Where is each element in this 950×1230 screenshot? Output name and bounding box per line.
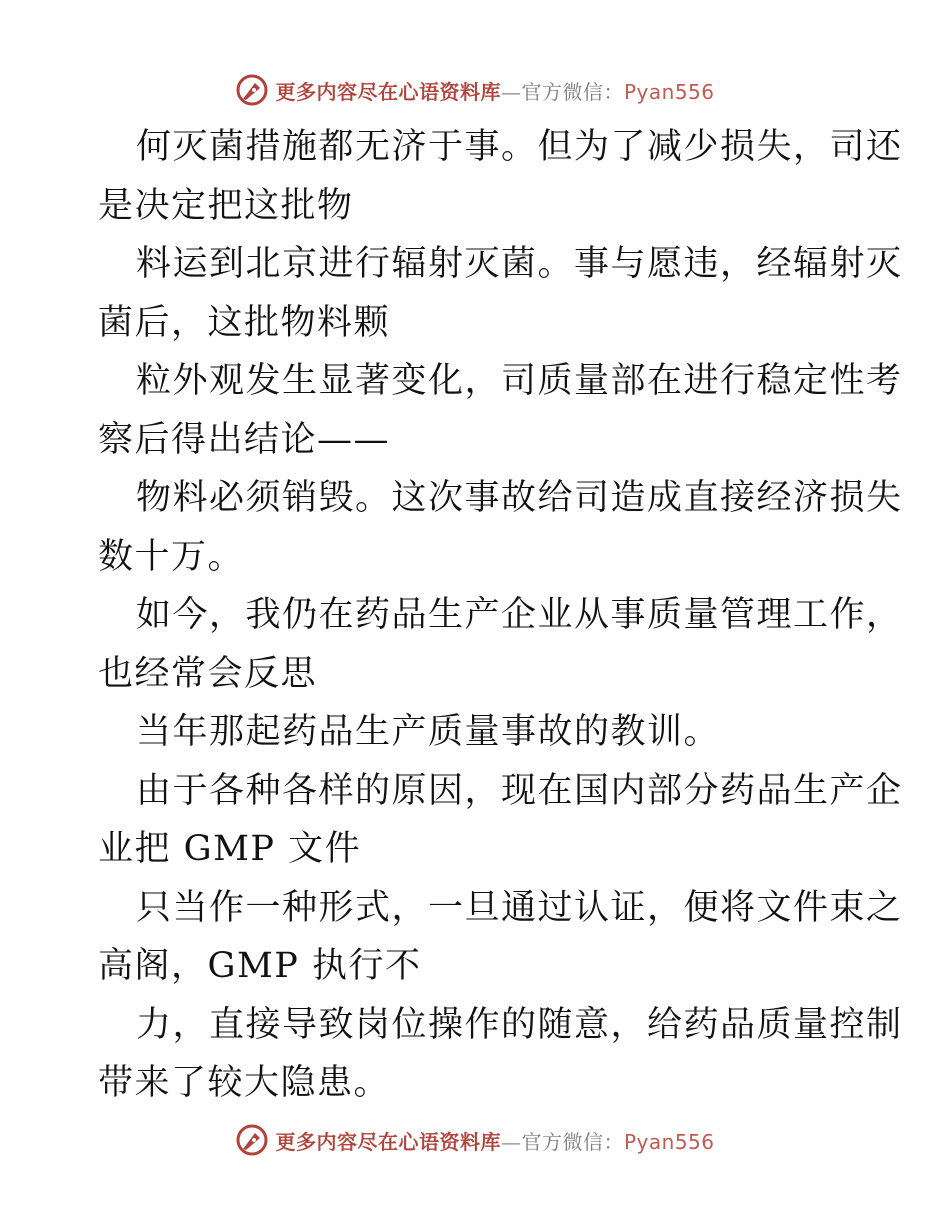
- body-line-4: 菌后，这批物料颗: [98, 302, 391, 343]
- body-line-12: 由于各种各样的原因，现在国内部分药品生产企: [136, 770, 903, 811]
- body-line-2: 是决定把这批物: [98, 185, 354, 226]
- watermark-brand: 更多内容尽在心语资料库: [275, 79, 501, 104]
- pen-nib-logo-icon: [235, 73, 269, 107]
- header-watermark-banner: [0, 70, 950, 110]
- body-line-13: 业把 GMP 文件: [98, 829, 362, 869]
- watermark-text: [275, 1126, 714, 1155]
- body-line-1: 何灭菌措施都无济于事。但为了减少损失，司还: [136, 127, 903, 167]
- body-line-11: 当年那起药品生产质量事故的教训。: [136, 712, 721, 752]
- watermark-official-label: 官方微信：: [521, 1129, 624, 1154]
- watermark-dash: —: [500, 79, 522, 104]
- watermark-wechat-id: Pyan556: [623, 1129, 715, 1154]
- footer-watermark-banner: [0, 1120, 950, 1160]
- watermark-text: [275, 76, 714, 105]
- body-line-15: 高阁，GMP 执行不: [98, 946, 422, 986]
- body-line-6: 察后得出结论——: [98, 419, 391, 460]
- body-line-16: 力，直接导致岗位操作的随意，给药品质量控制: [136, 1004, 903, 1045]
- body-line-8: 数十万。: [98, 536, 245, 577]
- watermark-wechat-id: Pyan556: [623, 79, 715, 104]
- body-line-7: 物料必须销毁。这次事故给司造成直接经济损失: [136, 478, 903, 518]
- body-line-5: 粒外观发生显著变化，司质量部在进行稳定性考: [136, 361, 903, 401]
- body-line-10: 也经常会反思: [98, 653, 318, 694]
- body-line-9: 如今，我仍在药品生产企业从事质量管理工作，: [136, 595, 903, 635]
- pen-nib-logo-icon: [235, 1123, 269, 1157]
- watermark-brand: 更多内容尽在心语资料库: [275, 1129, 501, 1154]
- watermark-dash: —: [500, 1129, 522, 1154]
- body-line-3: 料运到北京进行辐射灭菌。事与愿违，经辐射灭: [136, 244, 903, 284]
- document-body: [98, 118, 903, 1113]
- body-line-17: 带来了较大隐患。: [98, 1063, 391, 1103]
- watermark-official-label: 官方微信：: [521, 79, 624, 104]
- body-line-14: 只当作一种形式，一旦通过认证，便将文件束之: [136, 887, 903, 928]
